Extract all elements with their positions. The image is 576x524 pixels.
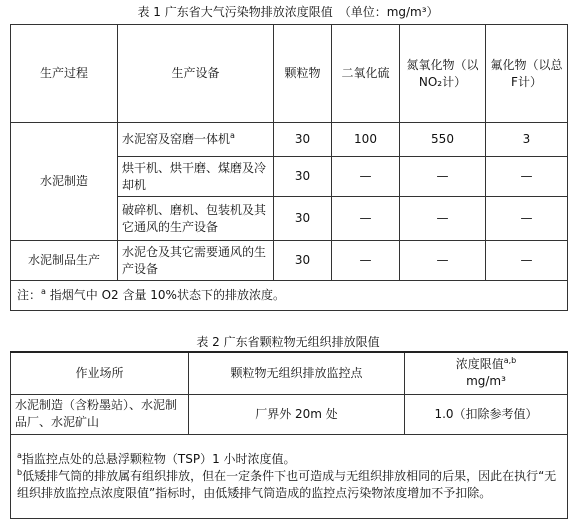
header-fluoride: 氟化物（以总F计） [486,25,568,123]
note-a: $^a$指监控点处的总悬浮颗粒物（TSP）1 小时浓度值。 [17,450,296,466]
pm-value: 30 [274,241,332,281]
header-nox: 氮氧化物（以NO₂计） [400,25,486,123]
pm-value: 30 [274,123,332,157]
fluoride-value: 3 [486,123,568,157]
table-row [11,241,568,281]
equipment-cell: 破碎机、磨机、包装机及其它通风的生产设备 [118,197,274,241]
table1-header-row [11,25,568,123]
pm-value: 30 [274,157,332,197]
table1-caption: 表 1 广东省大气污染物排放浓度限值 （单位：mg/m³） [137,5,439,19]
table2-notes [11,434,568,518]
so2-value: 100 [332,123,400,157]
header-process: 生产过程 [11,25,118,123]
nox-value: — [400,197,486,241]
fluoride-value: — [486,197,568,241]
table-row [11,394,568,434]
equipment-cell: 烘干机、烘干磨、煤磨及冷却机 [118,157,274,197]
nox-value: — [400,157,486,197]
header-limit: 浓度限值$^{a,b}$ mg/m³ [405,352,568,394]
table2-caption: 表 2 广东省颗粒物无组织排放限值 [196,335,380,349]
note-b: $^b$低矮排气筒的排放属有组织排放，但在一定条件下也可造成与无组织排放相同的后果，因此在执行“无组织排放监控点浓度限值”指标时，由低矮排气筒造成的监控点污染物浓度增加不予扣除。 [17,467,557,500]
equipment-cell: 水泥窑及窑磨一体机$^a$ [118,123,274,157]
header-monitor: 颗粒物无组织排放监控点 [189,352,405,394]
site-value: 水泥制造（含粉墨站）、水泥制品厂、水泥矿山 [11,394,189,434]
process-cement-products: 水泥制品生产 [11,241,118,281]
nox-value: 550 [400,123,486,157]
table1-note: 注：$^a$ 指烟气中 O2 含量 10%状态下的排放浓度。 [11,281,568,311]
fluoride-value: — [486,157,568,197]
so2-value: — [332,157,400,197]
monitor-value: 厂界外 20m 处 [189,394,405,434]
fluoride-value: — [486,241,568,281]
table2-header-row [11,352,568,394]
fugitive-emission-table [10,351,568,519]
header-site: 作业场所 [11,352,189,394]
table1-note-row [11,281,568,311]
equipment-cell: 水泥仓及其它需要通风的生产设备 [118,241,274,281]
header-so2: 二氧化硫 [332,25,400,123]
emission-limits-table [10,24,568,311]
pm-value: 30 [274,197,332,241]
so2-value: — [332,197,400,241]
header-equipment: 生产设备 [118,25,274,123]
process-cement: 水泥制造 [11,123,118,241]
table2-notes-row [11,434,568,518]
limit-value: 1.0（扣除参考值） [405,394,568,434]
nox-value: — [400,241,486,281]
table-row [11,123,568,157]
header-pm: 颗粒物 [274,25,332,123]
so2-value: — [332,241,400,281]
